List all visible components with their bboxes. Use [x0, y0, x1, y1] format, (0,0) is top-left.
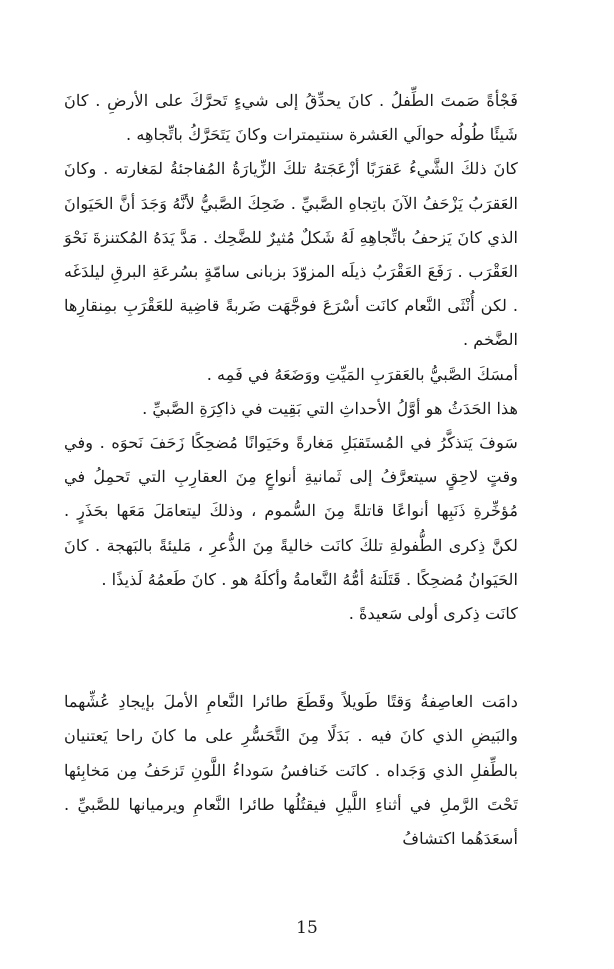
paragraph-2: كانَ ذلكَ الشَّيءُ عَقرَبًا أزْعَجَتهُ تلكَ الزِّيارَةُ المُفاجئةُ لمَغارته . وكانَ العَقرَبُ يَزْحَفُ الآنَ باتِجاهِ الصَّبيِّ . ضَحِكَ الصَّبيُّ لأنَّهُ وَجَدَ أنَّ الحَيَوانَ الذي كانَ يَزحفُ باتِّجاهِهِ لَهُ شَكلٌ مُثيرٌ للضَّحِك . مَدَّ يَدَهُ المُكتنزةَ نَحْوَ العَقْرَب . رَفَعَ العَقْرَبُ ذيلَه المزوّدَ بزبانى سامّةٍ بسُرعَةِ البرقِ ليلدَغَه . لكن أُنْثَى النَّعام كانَت أسْرَعَ فوجَّهَت ضَربةً قاضِية للعَقْرَبِ بمِنقارِها الضَّخم . [64, 159, 518, 350]
paragraph-3: أمسَكَ الصَّبيُّ بالعَقرَبِ المَيِّتِ ووَضَعَهُ في فَمِه . [206, 364, 518, 384]
paragraph-4: هذا الحَدَثُ هو أوَّلُ الأحداثِ التي بَقِيت في ذاكِرَةِ الصَّبيِّ . [142, 398, 518, 418]
page-body [64, 84, 548, 904]
paragraph-6: كانَت ذِكرى أولى سَعيدةً . [348, 604, 518, 624]
section-gap [64, 631, 548, 685]
paragraph-7: دامَت العاصِفةُ وَقتًا طَويلاً وقَطَعَ طائرا النَّعامِ الأملَ بإيجادِ عُشِّهما والبَيضِ الذي كانَ فيه . بَدَلًا مِنَ التَّحَسُّرِ على ما كانَ راحا يَعتنيان بالطِّفلِ الذي وَجَداه . كانَت خَنافسُ سَوداءُ اللَّونِ تَزحَفُ مِن مَخابِئها تَحْتَ الرَّملِ في أثناءِ اللَّيلِ فيقتُلُها طائرا النَّعامِ ويرميانها للصَّبيِّ . أسعَدَهُما اكتشافُ [64, 692, 518, 849]
paragraph-5: سَوفَ يَتذكَّرُ في المُستَقبَلِ مَغارةً وحَيَوانًا مُضحِكًا زَحَفَ نَحوَه . وفي وقتٍ لاحِقٍ سيتعرَّفُ إلى ثَمانيةِ أنواعٍ مِنَ العقارِبِ التي تَحمِلُ في مُؤخِّرةِ ذَنَبِها أنواعًا قاتلةً مِنَ السُّموم ، وذلكَ ليتعامَلَ مَعَها بحَذَرٍ . لكنَّ ذِكرى الطُّفولةِ تلكَ كانَت خاليةً مِنَ الذُّعرِ ، مَليئةً بالبَهجة . كانَ الحَيَوانُ مُضحِكًا . قَتَلَتهُ أمُّهُ النَّعامةُ وأكلَهُ هو . كانَ طَعمُهُ لَذيذًا . [64, 433, 518, 589]
paragraph-1: فَجْأةً صَمتَ الطِّفلُ . كانَ يحدِّقُ إلى شيءٍ تَحرَّكَ على الأرضِ . كانَ شَيئًا طُولُه حوالَي العَشرة سنتيمترات وكانَ يَتَحَرَّكُ باتِّجاهِه . [64, 91, 518, 145]
page-number: 15 [296, 918, 318, 938]
